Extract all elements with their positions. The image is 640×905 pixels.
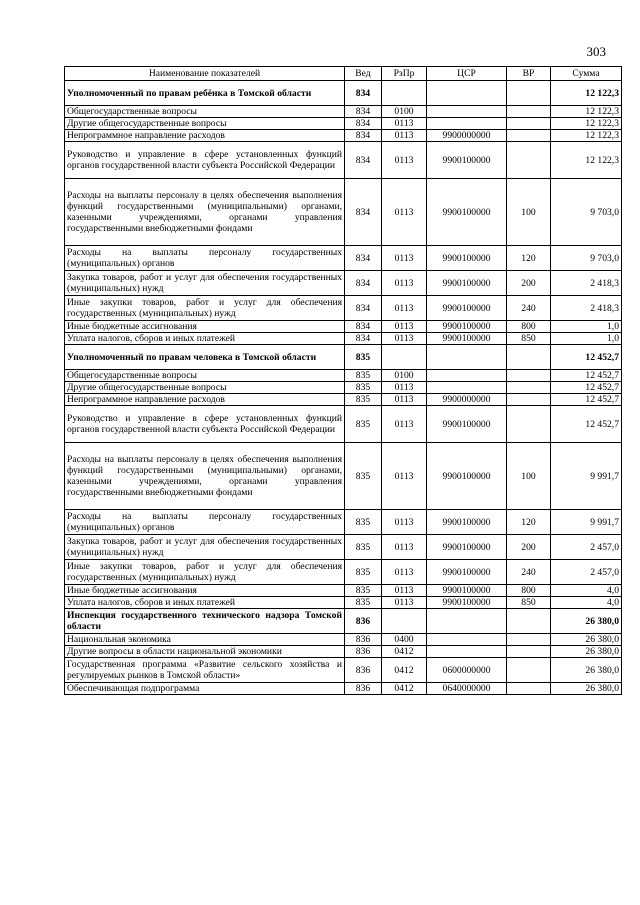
cell-sum: 12 122,3: [551, 142, 622, 179]
cell-sum: 2 418,3: [551, 296, 622, 321]
cell-name: Обеспечивающая подпрограмма: [65, 683, 345, 695]
cell-ved: 835: [345, 406, 382, 443]
table-row: [65, 634, 622, 646]
cell-vr: 100: [507, 443, 551, 510]
cell-rzpr: 0113: [382, 246, 427, 271]
table-row: [65, 130, 622, 142]
table-row: [65, 106, 622, 118]
cell-vr: 200: [507, 271, 551, 296]
cell-vr: [507, 118, 551, 130]
cell-vr: [507, 106, 551, 118]
cell-vr: [507, 406, 551, 443]
cell-sum: 9 991,7: [551, 443, 622, 510]
cell-ved: 834: [345, 130, 382, 142]
table-body: [65, 81, 622, 695]
table-row: [65, 370, 622, 382]
cell-rzpr: 0100: [382, 106, 427, 118]
cell-vr: 800: [507, 585, 551, 597]
cell-csr: [427, 106, 507, 118]
cell-rzpr: 0113: [382, 321, 427, 333]
cell-ved: 834: [345, 246, 382, 271]
cell-name: Уполномоченный по правам человека в Томской области: [65, 345, 345, 370]
cell-ved: 836: [345, 658, 382, 683]
table-row: [65, 585, 622, 597]
cell-sum: 26 380,0: [551, 658, 622, 683]
table-row: [65, 382, 622, 394]
cell-name: Руководство и управление в сфере установленных функций органов государственной власти субъекта Российской Федерации: [65, 142, 345, 179]
cell-sum: 26 380,0: [551, 646, 622, 658]
cell-vr: [507, 382, 551, 394]
cell-name: Другие вопросы в области национальной экономики: [65, 646, 345, 658]
cell-vr: 240: [507, 560, 551, 585]
table-row: [65, 142, 622, 179]
table-row: [65, 597, 622, 609]
cell-vr: [507, 130, 551, 142]
cell-name: Расходы на выплаты персоналу государственных (муниципальных) органов: [65, 246, 345, 271]
cell-name: Иные закупки товаров, работ и услуг для обеспечения государственных (муниципальных) нужд: [65, 560, 345, 585]
cell-sum: 4,0: [551, 585, 622, 597]
cell-vr: 850: [507, 333, 551, 345]
cell-name: Непрограммное направление расходов: [65, 394, 345, 406]
cell-name: Иные закупки товаров, работ и услуг для обеспечения государственных (муниципальных) нужд: [65, 296, 345, 321]
cell-ved: 835: [345, 510, 382, 535]
table-row: [65, 406, 622, 443]
table-row: [65, 179, 622, 246]
cell-ved: 834: [345, 81, 382, 106]
cell-csr: [427, 646, 507, 658]
cell-vr: [507, 345, 551, 370]
cell-csr: 0640000000: [427, 683, 507, 695]
column-header-vr: ВР: [507, 67, 551, 81]
cell-name: Общегосударственные вопросы: [65, 370, 345, 382]
cell-sum: 26 380,0: [551, 683, 622, 695]
cell-rzpr: 0113: [382, 271, 427, 296]
cell-csr: 9900100000: [427, 535, 507, 560]
page-number: 303: [586, 44, 606, 59]
cell-vr: 120: [507, 246, 551, 271]
cell-vr: 120: [507, 510, 551, 535]
table-row: [65, 321, 622, 333]
cell-sum: 2 457,0: [551, 560, 622, 585]
cell-csr: [427, 634, 507, 646]
cell-ved: 834: [345, 333, 382, 345]
column-header-name: Наименование показателей: [65, 67, 345, 81]
cell-vr: 200: [507, 535, 551, 560]
cell-rzpr: 0113: [382, 142, 427, 179]
cell-sum: 4,0: [551, 597, 622, 609]
cell-name: Расходы на выплаты персоналу государственных (муниципальных) органов: [65, 510, 345, 535]
cell-csr: [427, 609, 507, 634]
cell-rzpr: 0113: [382, 382, 427, 394]
column-header-ved: Вед: [345, 67, 382, 81]
cell-ved: 834: [345, 296, 382, 321]
table-row: [65, 560, 622, 585]
cell-ved: 834: [345, 321, 382, 333]
cell-name: Общегосударственные вопросы: [65, 106, 345, 118]
cell-vr: 800: [507, 321, 551, 333]
cell-sum: 26 380,0: [551, 634, 622, 646]
cell-rzpr: 0113: [382, 535, 427, 560]
cell-name: Закупка товаров, работ и услуг для обеспечения государственных (муниципальных) нужд: [65, 535, 345, 560]
cell-vr: [507, 634, 551, 646]
cell-sum: 2 457,0: [551, 535, 622, 560]
cell-name: Иные бюджетные ассигнования: [65, 321, 345, 333]
cell-name: Иные бюджетные ассигнования: [65, 585, 345, 597]
table-row: [65, 333, 622, 345]
cell-rzpr: 0412: [382, 683, 427, 695]
column-header-csr: ЦСР: [427, 67, 507, 81]
cell-csr: 9900100000: [427, 333, 507, 345]
cell-rzpr: 0113: [382, 510, 427, 535]
cell-sum: 12 122,3: [551, 81, 622, 106]
cell-csr: 9900100000: [427, 560, 507, 585]
cell-csr: 9900100000: [427, 585, 507, 597]
cell-sum: 1,0: [551, 333, 622, 345]
table-row: [65, 296, 622, 321]
cell-rzpr: 0113: [382, 394, 427, 406]
cell-sum: 9 991,7: [551, 510, 622, 535]
cell-csr: 9900100000: [427, 271, 507, 296]
table-row: [65, 683, 622, 695]
table-row: [65, 646, 622, 658]
cell-ved: 834: [345, 118, 382, 130]
cell-ved: 836: [345, 683, 382, 695]
cell-ved: 834: [345, 179, 382, 246]
cell-rzpr: [382, 345, 427, 370]
cell-name: Уплата налогов, сборов и иных платежей: [65, 333, 345, 345]
table-row: [65, 535, 622, 560]
cell-vr: 100: [507, 179, 551, 246]
cell-csr: 9900100000: [427, 406, 507, 443]
cell-name: Государственная программа «Развитие сельского хозяйства и регулируемых рынков в Томской области»: [65, 658, 345, 683]
cell-name: Уполномоченный по правам ребёнка в Томской области: [65, 81, 345, 106]
cell-ved: 836: [345, 646, 382, 658]
cell-vr: [507, 81, 551, 106]
cell-rzpr: 0400: [382, 634, 427, 646]
table-row: [65, 443, 622, 510]
cell-rzpr: 0113: [382, 597, 427, 609]
cell-name: Руководство и управление в сфере установленных функций органов государственной власти субъекта Российской Федерации: [65, 406, 345, 443]
cell-csr: [427, 118, 507, 130]
table-row: [65, 118, 622, 130]
cell-ved: 835: [345, 597, 382, 609]
table-row: [65, 246, 622, 271]
cell-ved: 835: [345, 535, 382, 560]
cell-csr: [427, 81, 507, 106]
cell-vr: [507, 142, 551, 179]
cell-vr: 850: [507, 597, 551, 609]
cell-ved: 835: [345, 345, 382, 370]
cell-rzpr: 0113: [382, 443, 427, 510]
cell-csr: 9900100000: [427, 321, 507, 333]
cell-vr: [507, 609, 551, 634]
cell-vr: [507, 646, 551, 658]
cell-name: Инспекция государственного технического надзора Томской области: [65, 609, 345, 634]
budget-table: [64, 66, 622, 695]
cell-sum: 26 380,0: [551, 609, 622, 634]
cell-name: Непрограммное направление расходов: [65, 130, 345, 142]
cell-ved: 835: [345, 443, 382, 510]
table-row-department: [65, 609, 622, 634]
cell-rzpr: 0100: [382, 370, 427, 382]
cell-ved: 835: [345, 370, 382, 382]
table-row: [65, 271, 622, 296]
cell-sum: 12 122,3: [551, 118, 622, 130]
cell-rzpr: 0113: [382, 130, 427, 142]
cell-ved: 834: [345, 271, 382, 296]
cell-sum: 12 452,7: [551, 394, 622, 406]
column-header-sum: Сумма: [551, 67, 622, 81]
cell-rzpr: [382, 609, 427, 634]
cell-sum: 12 452,7: [551, 382, 622, 394]
cell-vr: [507, 370, 551, 382]
cell-sum: 12 452,7: [551, 406, 622, 443]
cell-csr: 9900100000: [427, 142, 507, 179]
cell-rzpr: 0113: [382, 560, 427, 585]
cell-name: Другие общегосударственные вопросы: [65, 118, 345, 130]
cell-sum: 2 418,3: [551, 271, 622, 296]
table-row: [65, 394, 622, 406]
cell-csr: 9900100000: [427, 179, 507, 246]
table-row-department: [65, 345, 622, 370]
cell-ved: 835: [345, 394, 382, 406]
cell-ved: 835: [345, 560, 382, 585]
cell-csr: 9900100000: [427, 597, 507, 609]
cell-sum: 12 452,7: [551, 345, 622, 370]
cell-sum: 9 703,0: [551, 246, 622, 271]
cell-csr: 0600000000: [427, 658, 507, 683]
cell-ved: 836: [345, 634, 382, 646]
cell-ved: 835: [345, 382, 382, 394]
cell-ved: 834: [345, 106, 382, 118]
cell-vr: [507, 658, 551, 683]
table-row: [65, 510, 622, 535]
cell-vr: 240: [507, 296, 551, 321]
cell-rzpr: 0113: [382, 179, 427, 246]
cell-name: Расходы на выплаты персоналу в целях обеспечения выполнения функций государственными (муниципальными) органами, казенными учреждениями, органами управления государственными внебюджетными фондами: [65, 443, 345, 510]
cell-csr: [427, 370, 507, 382]
cell-rzpr: 0113: [382, 585, 427, 597]
cell-ved: 834: [345, 142, 382, 179]
table-row: [65, 658, 622, 683]
cell-rzpr: 0412: [382, 658, 427, 683]
cell-sum: 9 703,0: [551, 179, 622, 246]
cell-vr: [507, 683, 551, 695]
cell-csr: 9900000000: [427, 130, 507, 142]
cell-name: Уплата налогов, сборов и иных платежей: [65, 597, 345, 609]
cell-csr: [427, 382, 507, 394]
cell-csr: 9900000000: [427, 394, 507, 406]
cell-rzpr: 0113: [382, 406, 427, 443]
cell-rzpr: 0412: [382, 646, 427, 658]
cell-sum: 1,0: [551, 321, 622, 333]
cell-name: Другие общегосударственные вопросы: [65, 382, 345, 394]
cell-rzpr: [382, 81, 427, 106]
cell-rzpr: 0113: [382, 118, 427, 130]
cell-csr: 9900100000: [427, 246, 507, 271]
column-header-rzpr: РзПр: [382, 67, 427, 81]
cell-name: Расходы на выплаты персоналу в целях обеспечения выполнения функций государственными (муниципальными) органами, казенными учреждениями, органами управления государственными внебюджетными фондами: [65, 179, 345, 246]
cell-rzpr: 0113: [382, 296, 427, 321]
cell-name: Закупка товаров, работ и услуг для обеспечения государственных (муниципальных) нужд: [65, 271, 345, 296]
cell-sum: 12 452,7: [551, 370, 622, 382]
cell-vr: [507, 394, 551, 406]
cell-csr: [427, 345, 507, 370]
cell-sum: 12 122,3: [551, 106, 622, 118]
cell-name: Национальная экономика: [65, 634, 345, 646]
cell-rzpr: 0113: [382, 333, 427, 345]
cell-ved: 836: [345, 609, 382, 634]
cell-csr: 9900100000: [427, 443, 507, 510]
cell-csr: 9900100000: [427, 296, 507, 321]
cell-csr: 9900100000: [427, 510, 507, 535]
table-header-row: [65, 67, 622, 81]
cell-ved: 835: [345, 585, 382, 597]
cell-sum: 12 122,3: [551, 130, 622, 142]
table-row-department: [65, 81, 622, 106]
